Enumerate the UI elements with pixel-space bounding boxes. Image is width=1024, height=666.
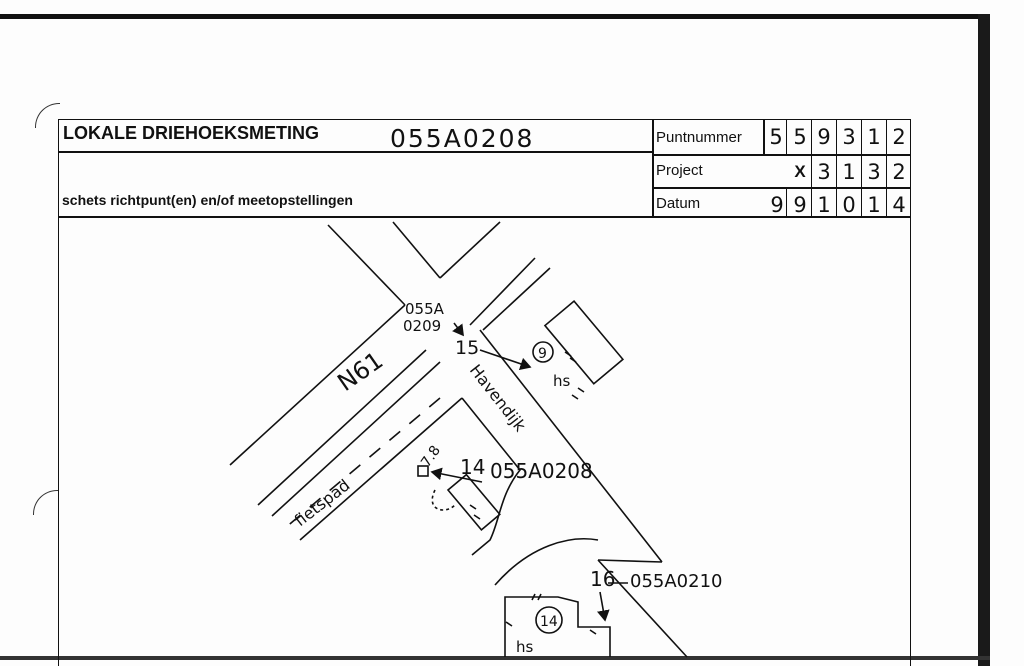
- puntnummer-label: Puntnummer: [656, 129, 742, 146]
- puntnummer-digit: 9: [817, 125, 831, 149]
- project-label: Project: [656, 162, 703, 179]
- point-16-label: 16: [590, 567, 616, 591]
- arrow-point-16: [600, 592, 605, 620]
- puntnummer-digit: 3: [842, 125, 856, 149]
- datum-digit: 4: [892, 193, 906, 217]
- house-14-number: 14: [540, 614, 558, 630]
- point-14-id: 055A0208: [490, 459, 593, 483]
- datum-digit: 0: [842, 193, 856, 217]
- path-label-fietspad: fietspad: [290, 475, 354, 531]
- road-edge: [440, 222, 500, 278]
- road-label-n61: N61: [332, 346, 389, 397]
- tree-outline: [432, 490, 455, 510]
- datum-digit: 1: [867, 193, 881, 217]
- road-havendijk-edge: [480, 330, 662, 562]
- house-9-number: 9: [538, 346, 547, 362]
- puntnummer-digit: 1: [867, 125, 881, 149]
- form-subtitle: schets richtpunt(en) en/of meetopstellingen: [62, 192, 353, 208]
- curb-curve: [495, 539, 598, 585]
- road-n61-upper-edge: [328, 225, 405, 305]
- puntnummer-digit: 5: [793, 125, 807, 149]
- form-title: LOKALE DRIEHOEKSMETING: [63, 123, 320, 143]
- road-edge: [393, 222, 440, 278]
- house-9-label: hs: [553, 372, 571, 390]
- point-label: 055A: [405, 300, 444, 318]
- project-digit: 2: [892, 160, 906, 184]
- datum-digit: 9: [793, 193, 807, 217]
- datum-digit: 9: [770, 193, 784, 217]
- project-digit: 3: [817, 160, 831, 184]
- handwritten-point-id: 055A0208: [390, 124, 535, 153]
- distance-label: 7.8: [418, 442, 445, 471]
- project-digit: X: [794, 162, 806, 181]
- arrow-point-15: [480, 350, 530, 367]
- point-16-id: 055A0210: [630, 571, 723, 592]
- puntnummer-digit: 2: [892, 125, 906, 149]
- point-15-label: 15: [455, 337, 480, 359]
- datum-digit: 1: [817, 193, 831, 217]
- point-label: 0209: [403, 317, 442, 335]
- arrow-0209: [454, 323, 463, 335]
- point-14-label: 14: [460, 455, 486, 479]
- puntnummer-digit: 5: [769, 125, 783, 149]
- road-edge: [598, 560, 662, 562]
- project-digit: 3: [867, 160, 881, 184]
- road-label-havendijk: Havendijk: [465, 360, 530, 436]
- road-n61-left-edge: [230, 305, 405, 465]
- house-14-label: hs: [516, 638, 534, 656]
- datum-label: Datum: [656, 195, 701, 212]
- project-digit: 1: [842, 160, 856, 184]
